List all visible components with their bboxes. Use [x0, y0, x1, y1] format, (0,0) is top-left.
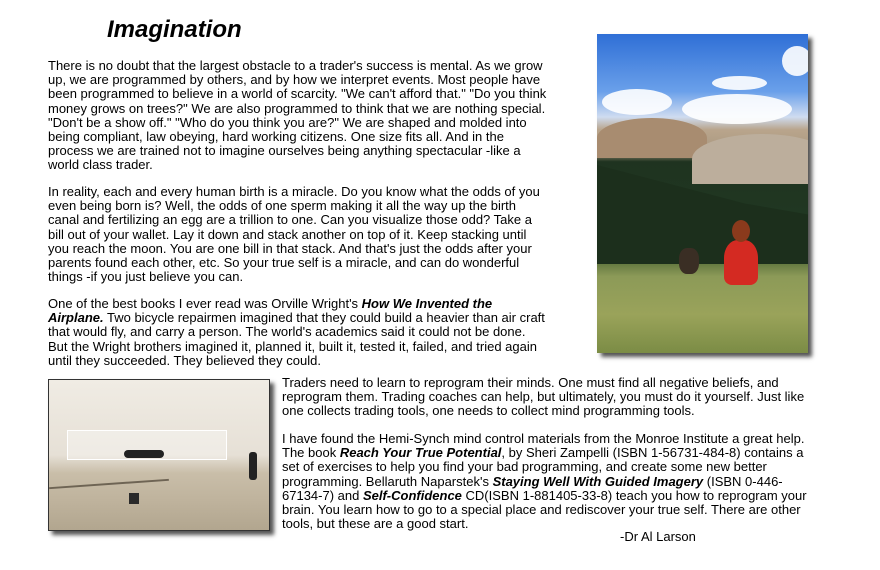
paragraph-tools [282, 432, 822, 531]
text: Two bicycle repairmen imagined that they could build a heavier than air craft that would fly, and carry a person. The world's academics said it could not be done. But the Wright brothers imagined it, planned it, built it, tested it, failed, and tried again until they succeeded. They believed they could. [48, 310, 545, 368]
book-title: How We Invented the Airplane. [48, 296, 493, 326]
book-title: Self-Confidence [362, 487, 462, 503]
paragraph-miracle: In reality, each and every human birth is a miracle. Do you know what the odds of you even being born is? Well, the odds of one sperm making it all the way up the birth canal and fertilizing an egg are a trillion to one. Can you visualize those odd? Take a bill out of your wallet. Lay it down and stack another on top of it. Keep stacking until you reach the moon. You are one bill in that stack. And that's just the odds after your parents found each other, etc. So your true self is a miracle, and can do wonderful things -if you just believe you can. [48, 184, 540, 285]
signature: -Dr Al Larson [620, 529, 696, 544]
mountain-meadow-photo [597, 34, 808, 353]
book-title: Staying Well With Guided Imagery [492, 473, 704, 489]
text: I have found the Hemi-Synch mind control materials from the Monroe Institute a great help. The book [282, 431, 805, 461]
paragraph-wright-brothers [48, 297, 548, 368]
text: , by Sheri Zampelli (ISBN 1-56731-484-8) contains a set of exercises to help you find your bad programming, and create some new better programming. Bellaruth Naparstek's [282, 445, 804, 489]
book-title: Reach Your True Potential [339, 445, 502, 461]
paragraph-reprogram: Traders need to learn to reprogram their minds. One must find all negative beliefs, and reprogram them. Trading coaches can help, but ultimately, you must do it yourself. Just like one collects trading tools, one needs to collect mind programming tools. [282, 375, 805, 419]
text: One of the best books I ever read was Orville Wright's [48, 296, 362, 311]
text: (ISBN 0-446-67134-7) and [282, 473, 783, 503]
paragraph-scarcity: There is no doubt that the largest obstacle to a trader's success is mental. As we grow up, we are programmed by others, and by how we interpret events. Most people have been programmed to believe in a world of scarcity. "We can't afford that." "Do you think money grows on trees?" We are also programmed to think that we are nothing special. "Don't be a show off." "Who do you think you are?" We are shaped and molded into being compliant, law obeying, hard working citizens. One size fits all. And in the process we are trained not to imagine ourselves being anything spectacular -like a world class trader. [48, 58, 547, 173]
wright-flyer-photo [48, 379, 270, 531]
page-title: Imagination [107, 16, 242, 43]
text: CD(ISBN 1-881405-33-8) teach you how to reprogram your brain. You learn how to go to a special place and rediscover your true self. There are other tools, but these are a good start. [282, 487, 807, 532]
